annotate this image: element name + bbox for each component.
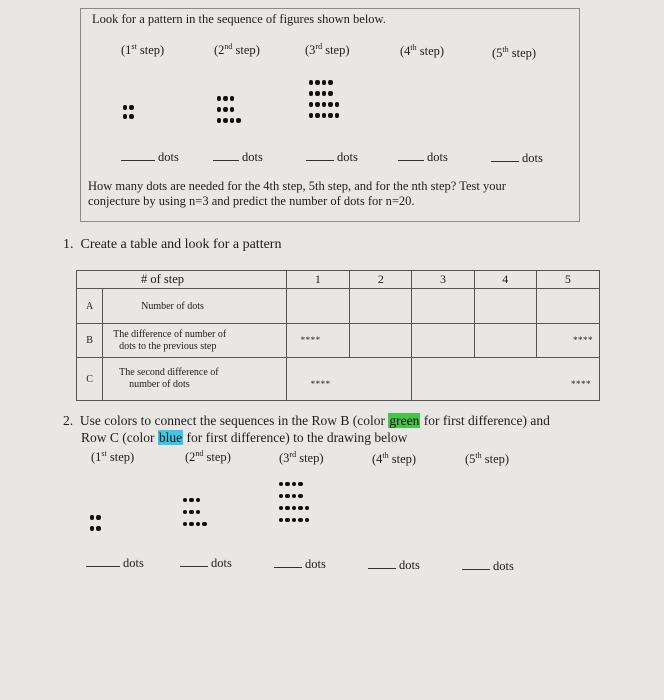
dots-answer-3[interactable]: dots [306, 150, 358, 165]
dots-answer-4[interactable]: dots [398, 150, 448, 165]
step-label-2: (2nd step) [214, 41, 260, 57]
box-title: Look for a pattern in the sequence of figures shown below. [92, 12, 386, 26]
row-a-label: Number of dots [103, 289, 287, 324]
row-a-cell-5[interactable] [536, 289, 599, 324]
row-b-cell-5[interactable] [536, 324, 599, 358]
table-row-a [77, 289, 600, 324]
table-header-row [77, 271, 600, 289]
bottom-step-label-5: (5th step) [465, 450, 510, 466]
row-c-marker-first: **** [310, 378, 331, 389]
section-1-heading: 1. Create a table and look for a pattern [63, 237, 282, 252]
row-c-label: The second difference of number of dots [103, 358, 287, 401]
row-b-cell-2[interactable] [350, 324, 412, 358]
table-step-5: 5 [536, 271, 599, 289]
row-a-cell-3[interactable] [412, 289, 474, 324]
dots-answer-1[interactable]: dots [121, 150, 179, 165]
row-a-letter: A [77, 289, 103, 324]
step-label-4: (4th step) [400, 42, 445, 58]
row-c-marker-last: **** [571, 378, 591, 389]
bottom-dots-answer-3[interactable]: dots [274, 557, 326, 572]
step-label-1: (1st step) [121, 41, 165, 57]
row-b-cell-1[interactable] [286, 324, 350, 358]
bottom-dot-figure-step-1 [90, 512, 103, 534]
row-b-label: The difference of number of dots to the previous step [103, 324, 287, 358]
table-step-3: 3 [412, 271, 474, 289]
row-c-letter: C [77, 358, 103, 401]
dots-answer-2[interactable]: dots [213, 150, 263, 165]
bottom-dot-figure-step-2 [183, 494, 209, 530]
bottom-step-label-4: (4th step) [372, 450, 417, 466]
table-step-4: 4 [474, 271, 536, 289]
table-row-c [77, 358, 600, 401]
row-a-cell-1[interactable] [286, 289, 350, 324]
bottom-step-label-3: (3rd step) [279, 449, 324, 465]
dot-figure-step-1 [123, 103, 136, 121]
dot-figure-step-3 [309, 77, 341, 121]
table-header-label: # of step [77, 271, 287, 289]
row-b-letter: B [77, 324, 103, 358]
bottom-step-label-2: (2nd step) [185, 448, 231, 464]
bottom-dots-answer-5[interactable]: dots [462, 559, 514, 574]
row-b-cell-4[interactable] [474, 324, 536, 358]
step-label-3: (3rd step) [305, 41, 350, 57]
dots-answer-5[interactable]: dots [491, 151, 543, 166]
table-step-1: 1 [286, 271, 350, 289]
row-a-cell-4[interactable] [474, 289, 536, 324]
green-highlight: green [389, 413, 420, 428]
row-a-cell-2[interactable] [350, 289, 412, 324]
question-line-2: conjecture by using n=3 and predict the number of dots for n=20. [88, 194, 415, 208]
blue-highlight: blue [158, 430, 183, 445]
pattern-table [76, 270, 600, 401]
question-text [88, 179, 558, 209]
section-2-instructions [63, 412, 550, 446]
bottom-dots-answer-4[interactable]: dots [368, 558, 420, 573]
bottom-dots-answer-2[interactable]: dots [180, 556, 232, 571]
section-2-line-1: 2. Use colors to connect the sequences in the Row B (color green for first difference) and [63, 413, 550, 428]
dot-figure-step-2 [217, 93, 243, 126]
bottom-step-label-1: (1st step) [91, 448, 135, 464]
row-c-cell-2[interactable] [412, 358, 600, 401]
table-step-2: 2 [350, 271, 412, 289]
section-2-line-2: Row C (color blue for first difference) to the drawing below [81, 430, 408, 445]
table-row-b [77, 324, 600, 358]
row-b-marker-last: **** [573, 335, 593, 345]
question-line-1: How many dots are needed for the 4th step, 5th step, and for the nth step? Test your [88, 179, 506, 193]
bottom-dot-figure-step-3 [279, 478, 311, 526]
step-label-5: (5th step) [492, 44, 537, 60]
row-c-cell-1[interactable] [286, 358, 412, 401]
row-b-marker-first: **** [300, 335, 321, 345]
bottom-dots-answer-1[interactable]: dots [86, 556, 144, 571]
row-b-cell-3[interactable] [412, 324, 474, 358]
